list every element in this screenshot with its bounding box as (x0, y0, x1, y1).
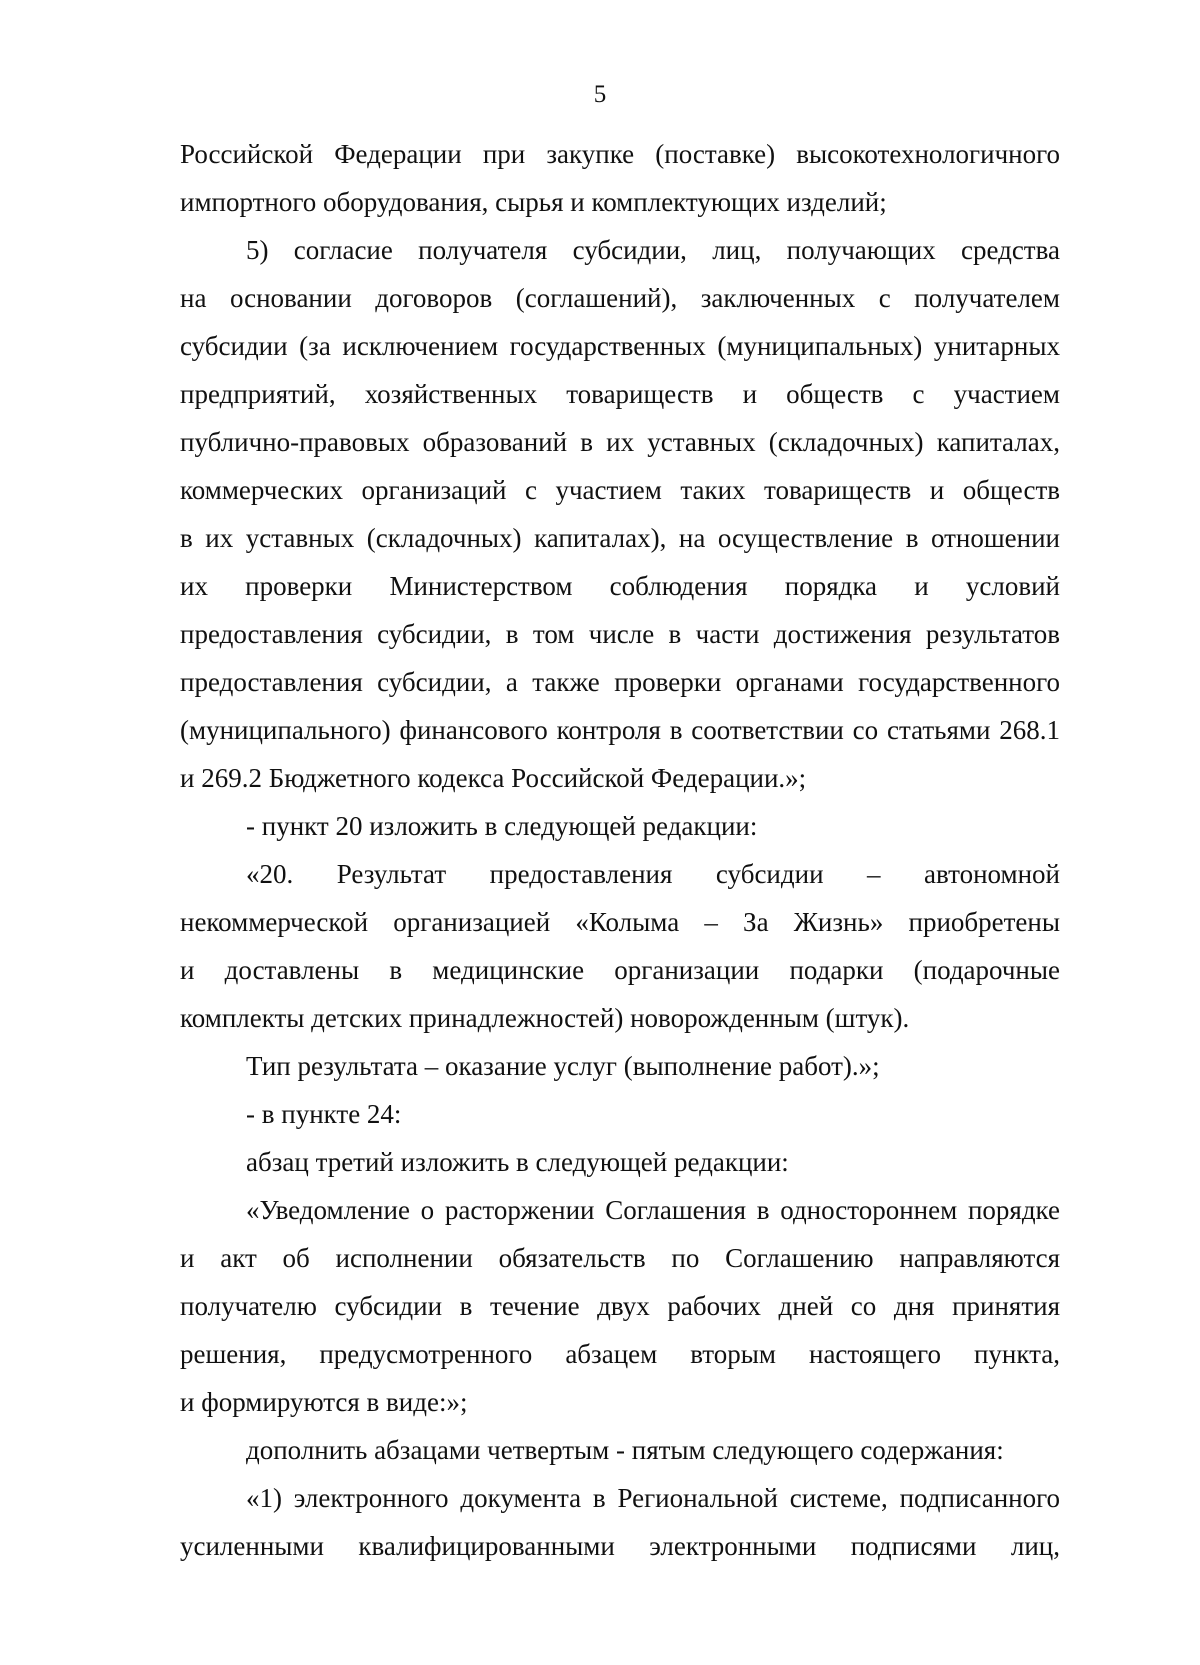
text-line: в их уставных (складочных) капиталах), на осуществление в отношении (180, 523, 1060, 553)
text-line: их проверки Министерством соблюдения порядка и условий (180, 571, 1060, 601)
text-line: комплекты детских принадлежностей) новорожденным (штук). (180, 1003, 910, 1033)
text-line: дополнить абзацами четвертым - пятым следующего содержания: (246, 1435, 1004, 1465)
text-line: решения, предусмотренного абзацем вторым настоящего пункта, (180, 1339, 1060, 1369)
text-line: предоставления субсидии, в том числе в части достижения результатов (180, 619, 1060, 649)
text-line: получателю субсидии в течение двух рабочих дней со дня принятия (180, 1291, 1060, 1321)
text-line: коммерческих организаций с участием таких товариществ и обществ (180, 475, 1060, 505)
text-line: и доставлены в медицинские организации подарки (подарочные (180, 955, 1060, 985)
page-number: 5 (593, 81, 607, 108)
text-line: «20. Результат предоставления субсидии – автономной (246, 859, 1060, 889)
text-line: публично-правовых образований в их уставных (складочных) капиталах, (180, 427, 1060, 457)
text-line: 5) согласие получателя субсидии, лиц, получающих средства (246, 235, 1060, 265)
text-line: - пункт 20 изложить в следующей редакции: (246, 811, 758, 841)
text-line: предоставления субсидии, а также проверки органами государственного (180, 667, 1060, 697)
text-line: Тип результата – оказание услуг (выполнение работ).»; (246, 1051, 880, 1081)
text-line: - в пункте 24: (246, 1099, 402, 1129)
text-line: и 269.2 Бюджетного кодекса Российской Федерации.»; (180, 763, 807, 793)
text-line: (муниципального) финансового контроля в соответствии со статьями 268.1 (180, 715, 1060, 745)
text-line: абзац третий изложить в следующей редакции: (246, 1147, 789, 1177)
text-line: усиленными квалифицированными электронными подписями лиц, (180, 1531, 1060, 1561)
text-line: «1) электронного документа в Региональной системе, подписанного (246, 1483, 1060, 1513)
text-line: субсидии (за исключением государственных (муниципальных) унитарных (180, 331, 1060, 361)
text-line: предприятий, хозяйственных товариществ и обществ с участием (180, 379, 1060, 409)
text-line: и акт об исполнении обязательств по Соглашению направляются (180, 1243, 1060, 1273)
text-line: «Уведомление о расторжении Соглашения в одностороннем порядке (246, 1195, 1060, 1225)
text-line: Российской Федерации при закупке (поставке) высокотехнологичного (180, 139, 1060, 169)
text-line: и формируются в виде:»; (180, 1387, 468, 1417)
text-line: некоммерческой организацией «Колыма – За Жизнь» приобретены (180, 907, 1060, 937)
text-line: на основании договоров (соглашений), заключенных с получателем (180, 283, 1060, 313)
document-body (180, 130, 1060, 1570)
text-line: импортного оборудования, сырья и комплектующих изделий; (180, 187, 887, 217)
